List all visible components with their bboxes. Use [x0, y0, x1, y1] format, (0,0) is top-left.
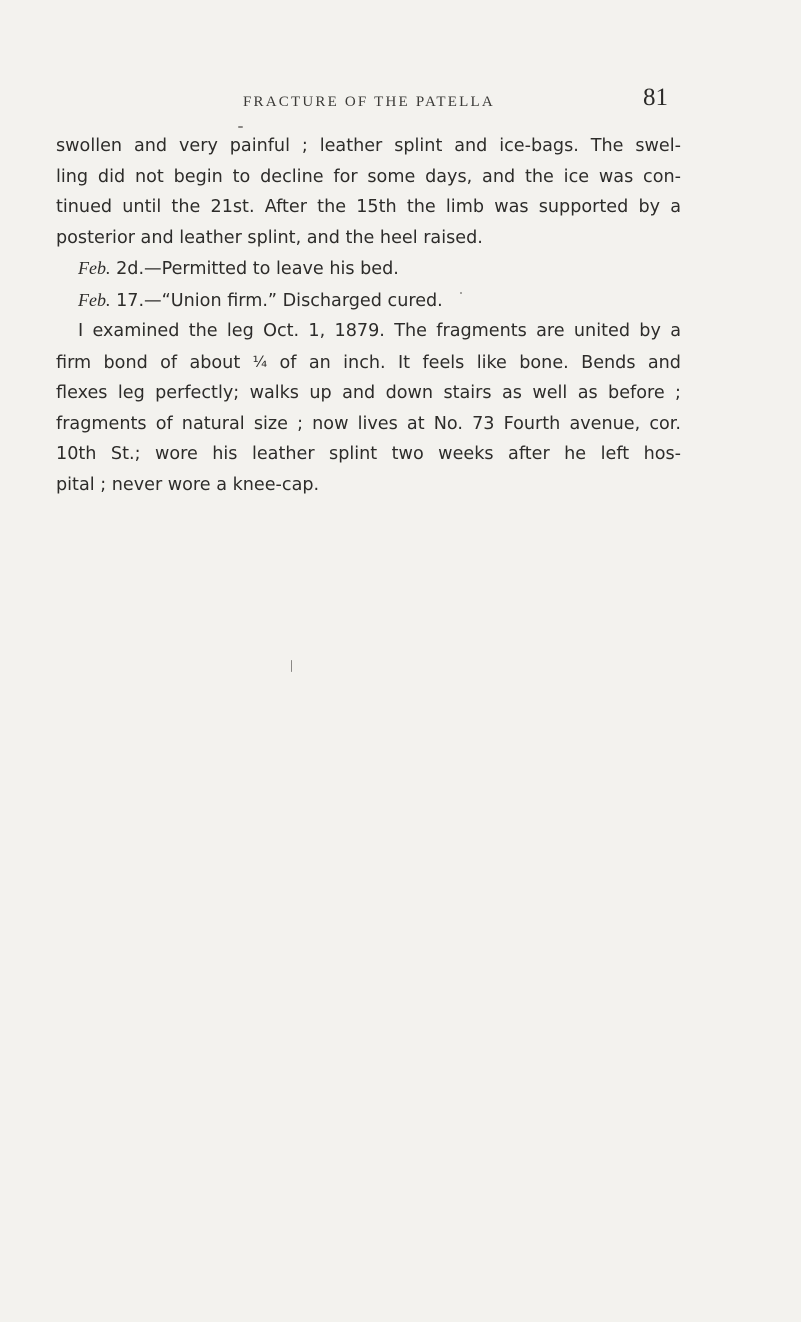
- print-speck: [460, 292, 462, 294]
- text-line: pital ; never wore a knee-cap.: [56, 474, 320, 495]
- text-fragment: of an inch. It feels like bone. Bends and: [267, 352, 681, 373]
- text-line: flexes leg perfectly; walks up and down stairs as well as before ;: [56, 383, 681, 403]
- text-line: ling did not begin to decline for some days, and the ice was con-: [56, 166, 681, 187]
- running-head: FRACTURE OF THE PATELLA: [243, 94, 495, 110]
- fraction: ¼: [252, 352, 268, 371]
- diary-entry: [56, 285, 681, 317]
- text-line: [56, 347, 681, 379]
- text-line: I examined the leg Oct. 1, 1879. The fragments are united by a: [78, 321, 681, 341]
- text-line: swollen and very painful ; leather splint and ice-bags. The swel-: [56, 136, 681, 156]
- entry-date: Feb.: [78, 258, 111, 278]
- text-line: tinued until the 21st. After the 15th the limb was supported by a: [56, 197, 681, 217]
- print-speck: [238, 126, 243, 128]
- print-speck: [291, 660, 292, 672]
- text-line: posterior and leather splint, and the heel raised.: [56, 227, 483, 248]
- text-fragment: firm bond of about: [56, 352, 253, 373]
- body-text: [56, 131, 681, 500]
- page-number: 81: [643, 84, 668, 111]
- diary-entry: [56, 253, 681, 285]
- entry-date: Feb.: [78, 289, 111, 310]
- text-line: fragments of natural size ; now lives at No. 73 Fourth avenue, cor.: [56, 413, 681, 434]
- entry-text: 2d.—Permitted to leave his bed.: [110, 259, 399, 279]
- text-line: 10th St.; wore his leather splint two weeks after he left hos-: [56, 444, 681, 464]
- entry-text: 17.—“Union firm.” Discharged cured.: [110, 290, 443, 311]
